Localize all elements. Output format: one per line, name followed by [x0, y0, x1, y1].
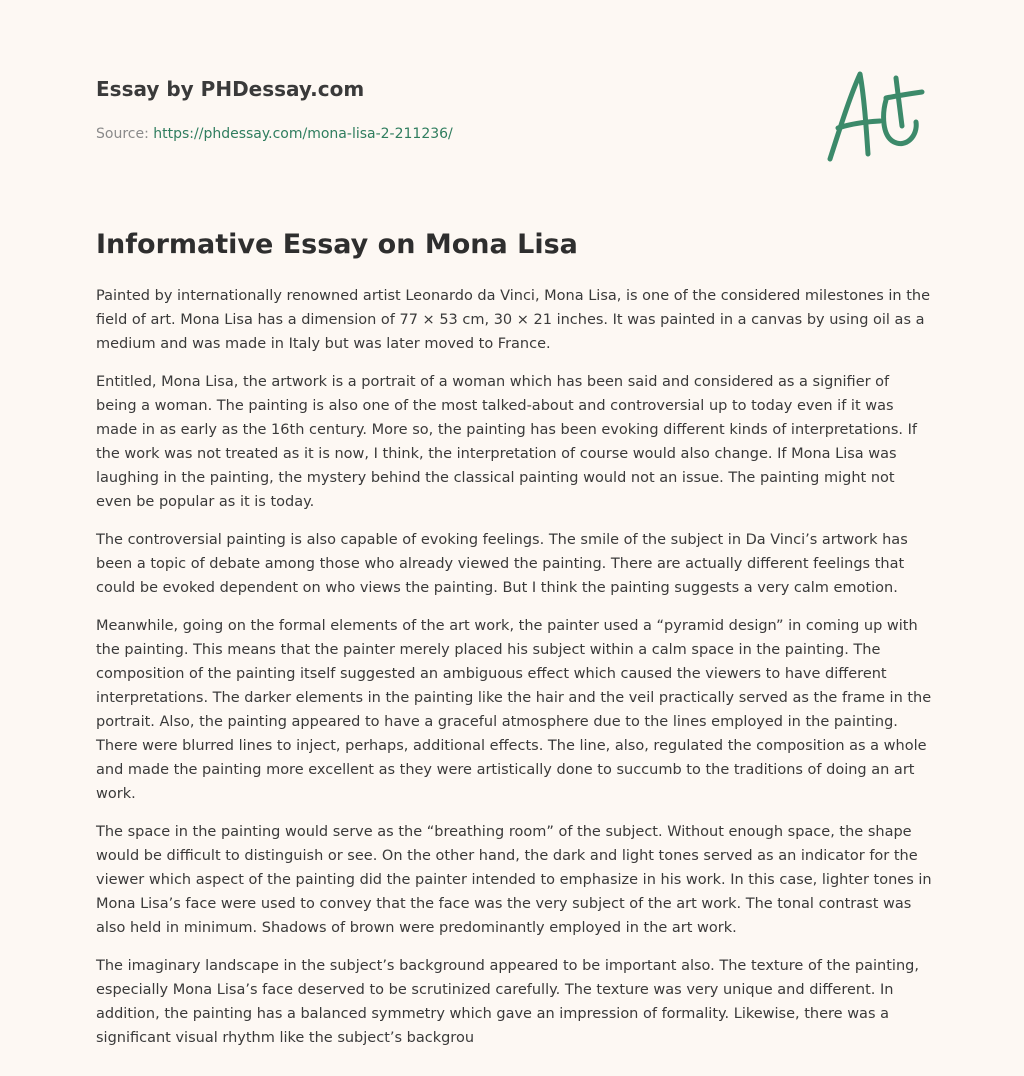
paragraph: Painted by internationally renowned artist Leonardo da Vinci, Mona Lisa, is one of the considered milestones in the field of art. Mona Lisa has a dimension of 77 × 53 cm, 30 × 21 inches. It was painted in a canvas by using oil as a medium and was made in Italy but was later moved to France. [96, 288, 930, 352]
paragraph: The imaginary landscape in the subject’s background appeared to be important also. The texture of the painting, especially Mona Lisa’s face deserved to be scrutinized carefully. The texture was very unique and different. In addition, the painting has a balanced symmetry which gave an impression of formality. Likewise, there was a significant visual rhythm like the subject’s backgrou [96, 958, 919, 1046]
paragraph: Entitled, Mona Lisa, the artwork is a portrait of a woman which has been said and considered as a signifier of being a woman. The painting is also one of the most talked-about and controversial up to today even if it was made in as early as the 16th century. More so, the painting has been evoking different kinds of interpretations. If the work was not treated as it is now, I think, the interpretation of course would also change. If Mona Lisa was laughing in the painting, the mystery behind the classical painting would not an issue. The painting might not even be popular as it is today. [96, 374, 917, 510]
document-header [96, 74, 796, 144]
paragraph: The space in the painting would serve as the “breathing room” of the subject. Without enough space, the shape would be difficult to distinguish or see. On the other hand, the dark and light tones served as an indicator for the viewer which aspect of the painting did the painter intended to emphasize in his work. In this case, lighter tones in Mona Lisa’s face were used to convey that the face was the very subject of the art work. The tonal contrast was also held in minimum. Shadows of brown were predominantly employed in the art work. [96, 824, 932, 936]
source-label: Source: [96, 126, 154, 142]
source-link[interactable]: https://phdessay.com/mona-lisa-2-211236/ [153, 126, 453, 142]
a-plus-logo [822, 66, 926, 164]
source-line [96, 124, 796, 144]
essay-body [96, 284, 932, 1064]
paragraph: Meanwhile, going on the formal elements of the art work, the painter used a “pyramid design” in coming up with the painting. This means that the painter merely placed his subject within a calm space in the painting. The composition of the painting itself suggested an ambiguous effect which caused the viewers to have different interpretations. The darker elements in the painting like the hair and the veil practically served as the frame in the portrait. Also, the painting appeared to have a graceful atmosphere due to the lines employed in the painting. There were blurred lines to inject, perhaps, additional effects. The line, also, regulated the composition as a whole and made the painting more excellent as they were artistically done to succumb to the traditions of doing an art work. [96, 618, 932, 802]
brand-title: Essay by PHDessay.com [96, 77, 365, 101]
essay-title: Informative Essay on Mona Lisa [96, 229, 578, 260]
paragraph: The controversial painting is also capable of evoking feelings. The smile of the subject in Da Vinci’s artwork has been a topic of debate among those who already viewed the painting. There are actually different feelings that could be evoked dependent on who views the painting. But I think the painting suggests a very calm emotion. [96, 532, 908, 596]
